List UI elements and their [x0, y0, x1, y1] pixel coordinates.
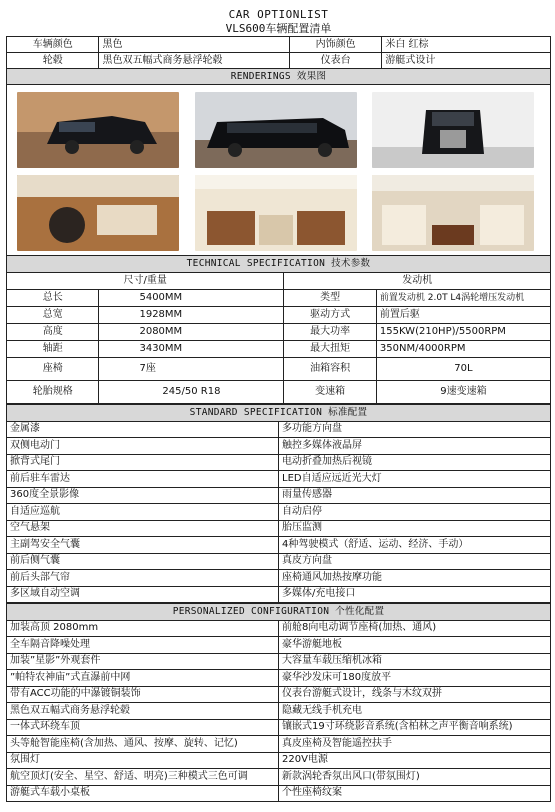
spec-label: 驱动方式 — [284, 307, 376, 324]
exterior-rendering-side-image — [195, 92, 357, 168]
standard-item: 自动启停 — [279, 504, 551, 521]
spec-value: 9速变速箱 — [376, 381, 550, 404]
table-row — [7, 341, 551, 358]
standard-item: 360度全景影像 — [7, 487, 279, 504]
table-row — [7, 752, 551, 769]
standard-header: STANDARD SPECIFICATION 标准配置 — [7, 405, 551, 422]
table-row — [7, 586, 551, 603]
standard-item: 自适应巡航 — [7, 504, 279, 521]
interior-rendering-seats-image — [372, 175, 534, 251]
spec-label: 高度 — [7, 324, 99, 341]
renderings-header: RENDERINGS 效果图 — [7, 69, 551, 85]
exterior-rendering-front-image — [17, 92, 179, 168]
spec-value: 3430MM — [99, 341, 284, 358]
table-row — [7, 686, 551, 703]
personalized-item: 全车隔音降噪处理 — [7, 637, 279, 654]
spec-label: 座椅 — [7, 358, 99, 381]
standard-item: 多区域自动空调 — [7, 586, 279, 603]
personalized-item: 新款涡轮香氛出风口(带氛围灯) — [279, 769, 551, 786]
basic-label: 仪表台 — [289, 53, 381, 69]
personalized-item: 加装高顶 2080mm — [7, 620, 279, 637]
standard-item: 电动折叠加热后视镜 — [279, 454, 551, 471]
table-row — [7, 703, 551, 720]
personalized-item: 前舱8向电动调节座椅(加热、通风) — [279, 620, 551, 637]
spec-label: 类型 — [284, 290, 376, 307]
standard-item: 金属漆 — [7, 421, 279, 438]
personalized-config-table — [6, 603, 551, 802]
personalized-item: 真皮座椅及智能遥控扶手 — [279, 736, 551, 753]
basic-info-table — [6, 36, 551, 85]
table-row — [7, 471, 551, 488]
spec-value: 155KW(210HP)/5500RPM — [376, 324, 550, 341]
document-subtitle: VLS600车辆配置清单 — [225, 22, 332, 35]
personalized-item: 带有ACC功能的中瀑镀铜装饰 — [7, 686, 279, 703]
table-row — [7, 553, 551, 570]
table-row — [7, 653, 551, 670]
spec-value: 70L — [376, 358, 550, 381]
standard-item: 座椅通风加热按摩功能 — [279, 570, 551, 587]
personalized-item: 一体式环绕车顶 — [7, 719, 279, 736]
basic-label: 车辆颜色 — [7, 37, 99, 53]
table-row — [7, 487, 551, 504]
personalized-item: 游艇式车载小桌板 — [7, 785, 279, 802]
personalized-item: ”帕特农神庙”式直瀑前中网 — [7, 670, 279, 687]
table-row — [7, 670, 551, 687]
spec-value: 2080MM — [99, 324, 284, 341]
option-list-sheet — [6, 0, 551, 802]
table-row — [7, 520, 551, 537]
table-row — [7, 290, 551, 307]
standard-item: 前后侧气囊 — [7, 553, 279, 570]
spec-label: 总长 — [7, 290, 99, 307]
standard-item: 多媒体/充电接口 — [279, 586, 551, 603]
standard-item: 胎压监测 — [279, 520, 551, 537]
standard-item: 主副驾安全气囊 — [7, 537, 279, 554]
basic-label: 轮毂 — [7, 53, 99, 69]
standard-item: 雨量传感器 — [279, 487, 551, 504]
standard-item: 多功能方向盘 — [279, 421, 551, 438]
personalized-item: 镶嵌式19寸环绕影音系统(含柏林之声平衡音响系统) — [279, 719, 551, 736]
table-row — [7, 454, 551, 471]
document-title: CAR OPTIONLIST — [228, 8, 329, 21]
table-row — [7, 307, 551, 324]
standard-item: 真皮方向盘 — [279, 553, 551, 570]
personalized-item: 豪华游艇地板 — [279, 637, 551, 654]
personalized-item: 加装”星影”外观套件 — [7, 653, 279, 670]
table-row — [7, 620, 551, 637]
interior-rendering-cabin-image — [195, 175, 357, 251]
table-row — [7, 324, 551, 341]
standard-item: 掀背式尾门 — [7, 454, 279, 471]
table-row — [7, 537, 551, 554]
spec-label: 最大功率 — [284, 324, 376, 341]
personalized-item: 仪表台游艇式设计，线条与木纹双拼 — [279, 686, 551, 703]
table-row — [7, 570, 551, 587]
renderings-gallery — [6, 85, 551, 255]
basic-label: 内饰颜色 — [289, 37, 381, 53]
technical-header: TECHNICAL SPECIFICATION 技术参数 — [7, 256, 551, 273]
standard-spec-table — [6, 404, 551, 603]
spec-label: 最大扭矩 — [284, 341, 376, 358]
engine-header: 发动机 — [284, 273, 551, 290]
spec-label: 总宽 — [7, 307, 99, 324]
standard-item: LED自适应远近光大灯 — [279, 471, 551, 488]
dimensions-header: 尺寸/重量 — [7, 273, 284, 290]
basic-value: 米白 红棕 — [382, 37, 551, 53]
standard-item: 双侧电动门 — [7, 438, 279, 455]
personalized-item: 大容量车载压缩机冰箱 — [279, 653, 551, 670]
exterior-rendering-grille-image — [372, 92, 534, 168]
basic-value: 游艇式设计 — [382, 53, 551, 69]
spec-value: 7座 — [99, 358, 284, 381]
table-row — [7, 637, 551, 654]
table-row — [7, 785, 551, 802]
spec-value: 350NM/4000RPM — [376, 341, 550, 358]
table-row — [7, 421, 551, 438]
spec-value: 245/50 R18 — [99, 381, 284, 404]
personalized-item: 头等舱智能座椅(含加热、通风、按摩、旋转、记忆) — [7, 736, 279, 753]
personalized-item: 航空顶灯(安全、星空、舒适、明亮)三种模式三色可调 — [7, 769, 279, 786]
interior-rendering-cockpit-image — [17, 175, 179, 251]
table-row — [7, 736, 551, 753]
spec-value: 前置发动机 2.0T L4涡轮增压发动机 — [376, 290, 550, 307]
table-row — [7, 53, 551, 69]
technical-spec-table — [6, 255, 551, 404]
personalized-item: 220V电源 — [279, 752, 551, 769]
spec-label: 轴距 — [7, 341, 99, 358]
standard-item: 4种驾驶模式（舒适、运动、经济、手动） — [279, 537, 551, 554]
table-row — [7, 381, 551, 404]
table-row — [7, 438, 551, 455]
table-row — [7, 504, 551, 521]
personalized-item: 氛围灯 — [7, 752, 279, 769]
personalized-item: 黑色双五幅式商务悬浮轮毂 — [7, 703, 279, 720]
standard-item: 前后驻车雷达 — [7, 471, 279, 488]
personalized-header: PERSONALIZED CONFIGURATION 个性化配置 — [7, 604, 551, 621]
standard-item: 空气悬架 — [7, 520, 279, 537]
spec-label: 油箱容积 — [284, 358, 376, 381]
table-row — [7, 769, 551, 786]
table-row — [7, 719, 551, 736]
table-row — [7, 37, 551, 53]
spec-label: 轮胎规格 — [7, 381, 99, 404]
spec-value: 前置后驱 — [376, 307, 550, 324]
basic-value: 黑色 — [99, 37, 289, 53]
spec-value: 5400MM — [99, 290, 284, 307]
standard-item: 触控多媒体液晶屏 — [279, 438, 551, 455]
table-row — [7, 358, 551, 381]
personalized-item: 隐藏无线手机充电 — [279, 703, 551, 720]
basic-value: 黑色双五幅式商务悬浮轮毂 — [99, 53, 289, 69]
standard-item: 前后头部气帘 — [7, 570, 279, 587]
spec-value: 1928MM — [99, 307, 284, 324]
personalized-item: 豪华沙发床可180度放平 — [279, 670, 551, 687]
personalized-item: 个性座椅纹案 — [279, 785, 551, 802]
spec-label: 变速箱 — [284, 381, 376, 404]
